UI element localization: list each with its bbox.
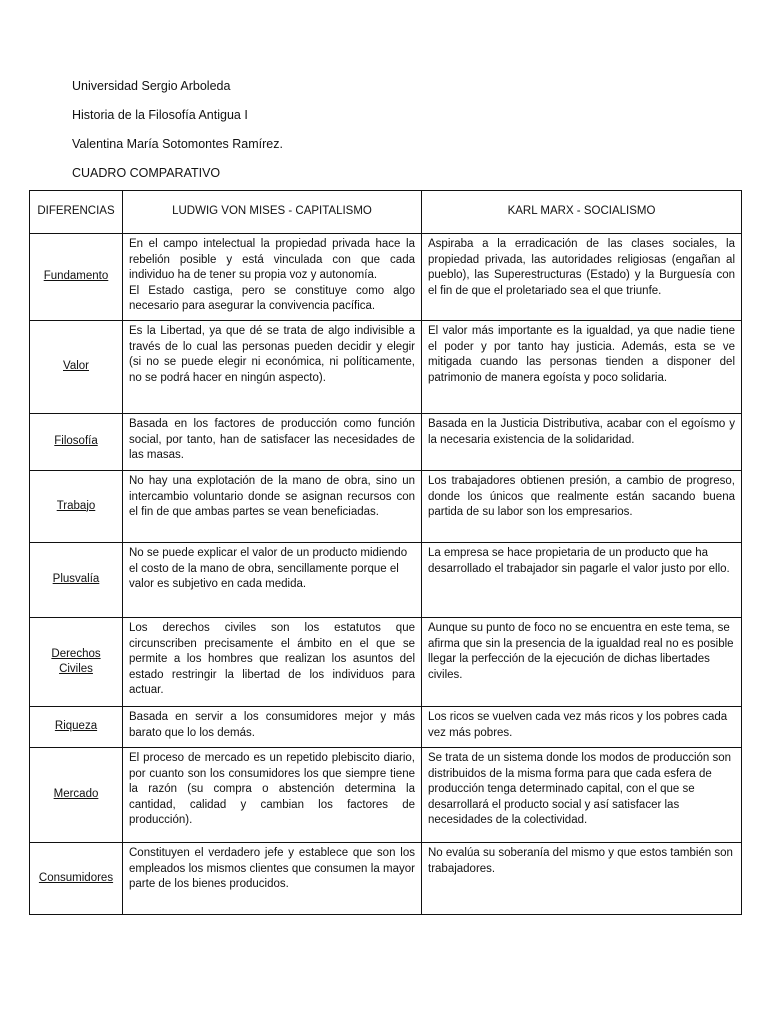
header-marx: KARL MARX - SOCIALISMO [422,191,742,234]
table-row [30,707,742,748]
table-row [30,843,742,915]
table-row [30,234,742,321]
row-label: Fundamento [30,234,123,321]
table-row [30,471,742,543]
row-label: Consumidores [30,843,123,915]
university-name: Universidad Sergio Arboleda [72,79,231,93]
mises-cell: El proceso de mercado es un repetido plebiscito diario, por cuanto son los consumidores los que siempre tiene la razón (su compra o abstención determina la cantidad, calidad y cambian los factores de producción). [123,748,422,843]
mises-cell: Los derechos civiles son los estatutos que circunscriben precisamente el ámbito en el que se permite a los hombres que realizan los asuntos del estado restringir la libertad de los individuos para actuar. [123,618,422,707]
mises-cell: Constituyen el verdadero jefe y establece que son los empleados los mismos clientes que consumen la mayor parte de los bienes producidos. [123,843,422,915]
table-row [30,748,742,843]
table-row [30,321,742,414]
mises-cell: Basada en servir a los consumidores mejor y más barato que lo los demás. [123,707,422,748]
row-label: Filosofía [30,414,123,471]
document-title: CUADRO COMPARATIVO [72,166,221,180]
marx-cell: Los ricos se vuelven cada vez más ricos y los pobres cada vez más pobres. [422,707,742,748]
author-name: Valentina María Sotomontes Ramírez. [72,137,283,151]
mises-cell: No se puede explicar el valor de un producto midiendo el costo de la mano de obra, sencillamente porque el valor es subjetivo en cada medida. [123,543,422,618]
row-label: Valor [30,321,123,414]
course-name: Historia de la Filosofía Antigua I [72,108,248,122]
row-label: Mercado [30,748,123,843]
marx-cell: El valor más importante es la igualdad, ya que nadie tiene el poder y por tanto hay justicia. Además, esta se ve mitigada cuando las personas tienden a disponer del patrimonio de manera egoísta y poco solidaria. [422,321,742,414]
mises-cell [123,234,422,321]
document-header [72,72,283,188]
marx-cell: Aspiraba a la erradicación de las clases sociales, la propiedad privada, las autoridades religiosas (engañan al pueblo), las Superestructuras (Estado) y la Burguesía con el fin de que el proletariado sea el que triunfe. [422,234,742,321]
mises-cell: No hay una explotación de la mano de obra, sino un intercambio voluntario donde se asignan recursos con el fin de que ambas partes se vean beneficiadas. [123,471,422,543]
mises-cell: Es la Libertad, ya que dé se trata de algo indivisible a través de lo cual las personas pueden decidir y elegir (si no se puede elegir ni económica, ni políticamente, no se podrá hacer en ningún aspecto). [123,321,422,414]
row-label: Plusvalía [30,543,123,618]
row-label: Derechos Civiles [30,618,123,707]
row-label: Trabajo [30,471,123,543]
mises-text: En el campo intelectual la propiedad privada hace la rebelión posible y está vinculada con que cada individuo ha de tener su propia voz y autonomía. [129,238,415,281]
comparison-table [29,190,742,915]
marx-cell: No evalúa su soberanía del mismo y que estos también son trabajadores. [422,843,742,915]
marx-cell: La empresa se hace propietaria de un producto que ha desarrollado el trabajador sin pagarle el valor justo por ello. [422,543,742,618]
table-row [30,414,742,471]
table-row [30,618,742,707]
mises-cell: Basada en los factores de producción como función social, por tanto, han de satisfacer las necesidades de las masas. [123,414,422,471]
marx-cell: Basada en la Justicia Distributiva, acabar con el egoísmo y la necesaria existencia de la solidaridad. [422,414,742,471]
table-row [30,543,742,618]
header-mises: LUDWIG VON MISES - CAPITALISMO [123,191,422,234]
table-header-row [30,191,742,234]
row-label: Riqueza [30,707,123,748]
marx-cell: Se trata de un sistema donde los modos de producción son distribuidos de la misma forma para que cada esfera de producción tenga determinado capital, con el que se desarrollará el producto social y así satisfacer las necesidades de la colectividad. [422,748,742,843]
marx-cell: Los trabajadores obtienen presión, a cambio de progreso, donde los únicos que realmente están sacando buena partida de su labor son los empresarios. [422,471,742,543]
header-differences: DIFERENCIAS [30,191,123,234]
marx-cell: Aunque su punto de foco no se encuentra en este tema, se afirma que sin la presencia de la igualdad real no es posible llegar la perfección de la ejecución de dichas libertades civiles. [422,618,742,707]
mises-text-extra: El Estado castiga, pero se constituye como algo necesario para asegurar la convivencia pacífica. [129,284,415,312]
